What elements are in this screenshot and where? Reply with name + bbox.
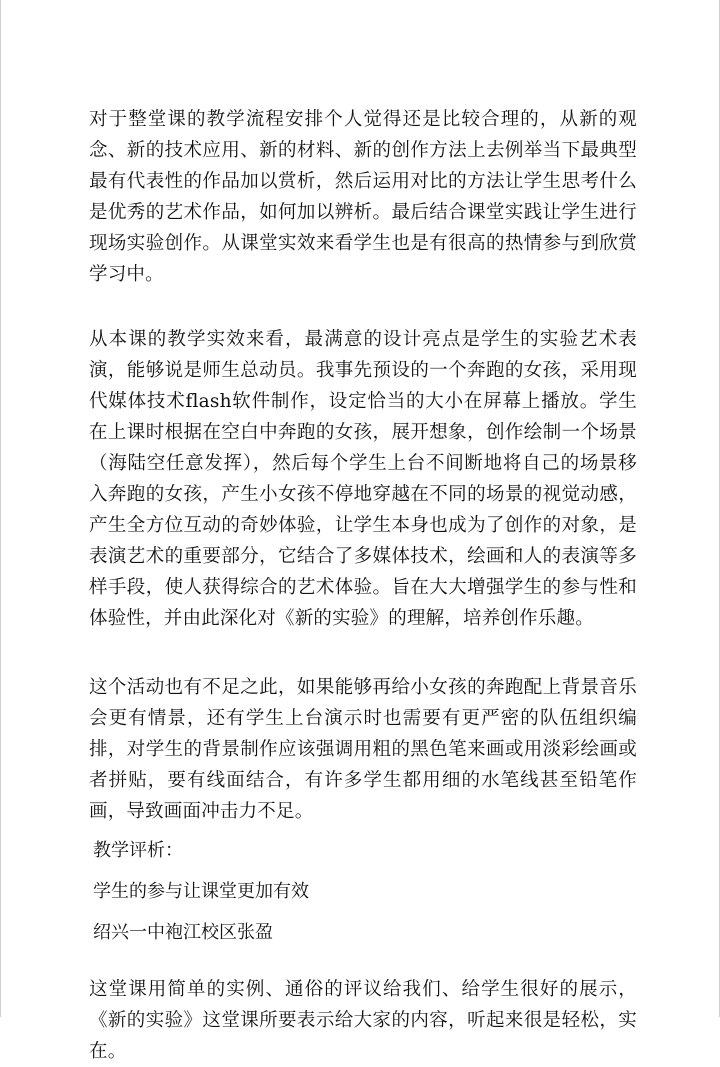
document-body [89, 104, 637, 1067]
closing-paragraph: 这堂课用简单的实例、通俗的评议给我们、给学生很好的展示，《新的实验》这堂课所要表示给大家的内容，听起来很是轻松，实在。 [89, 979, 637, 1062]
review-heading: 教学评析： [93, 840, 183, 861]
review-title: 学生的参与让课堂更加有效 [93, 881, 309, 902]
review-author: 绍兴一中袍江校区张盈 [93, 922, 273, 943]
paragraph-2: 从本课的教学实效来看，最满意的设计亮点是学生的实验艺术表演，能够说是师生总动员。我事先预设的一个奔跑的女孩，采用现代媒体技术flash软件制作，设定恰当的大小在屏幕上播放。学生在上课时根据在空白中奔跑的女孩，展开想象，创作绘制一个场景（海陆空任意发挥），然后每个学生上台不间断地将自己的场景移入奔跑的女孩，产生小女孩不停地穿越在不同的场景的视觉动感，产生全方位互动的奇妙体验，让学生本身也成为了创作的对象，是表演艺术的重要部分，它结合了多媒体技术，绘画和人的表演等多样手段，使人获得综合的艺术体验。旨在大大增强学生的参与性和体验性，并由此深化对《新的实验》的理解，培养创作乐趣。 [89, 329, 637, 629]
paragraph-3: 这个活动也有不足之此，如果能够再给小女孩的奔跑配上背景音乐会更有情景，还有学生上台演示时也需要有更严密的队伍组织编排，对学生的背景制作应该强调用粗的黑色笔来画或用淡彩绘画或者拼贴，要有线面结合，有许多学生都用细的水笔线甚至铅笔作画，导致画面冲击力不足。 [89, 677, 637, 822]
paragraph-1: 对于整堂课的教学流程安排个人觉得还是比较合理的，从新的观念、新的技术应用、新的材料、新的创作方法上去例举当下最典型最有代表性的作品加以赏析，然后运用对比的方法让学生思考什么是优秀的艺术作品，如何加以辨析。最后结合课堂实践让学生进行现场实验创作。从课堂实效来看学生也是有很高的热情参与到欣赏学习中。 [89, 109, 637, 285]
